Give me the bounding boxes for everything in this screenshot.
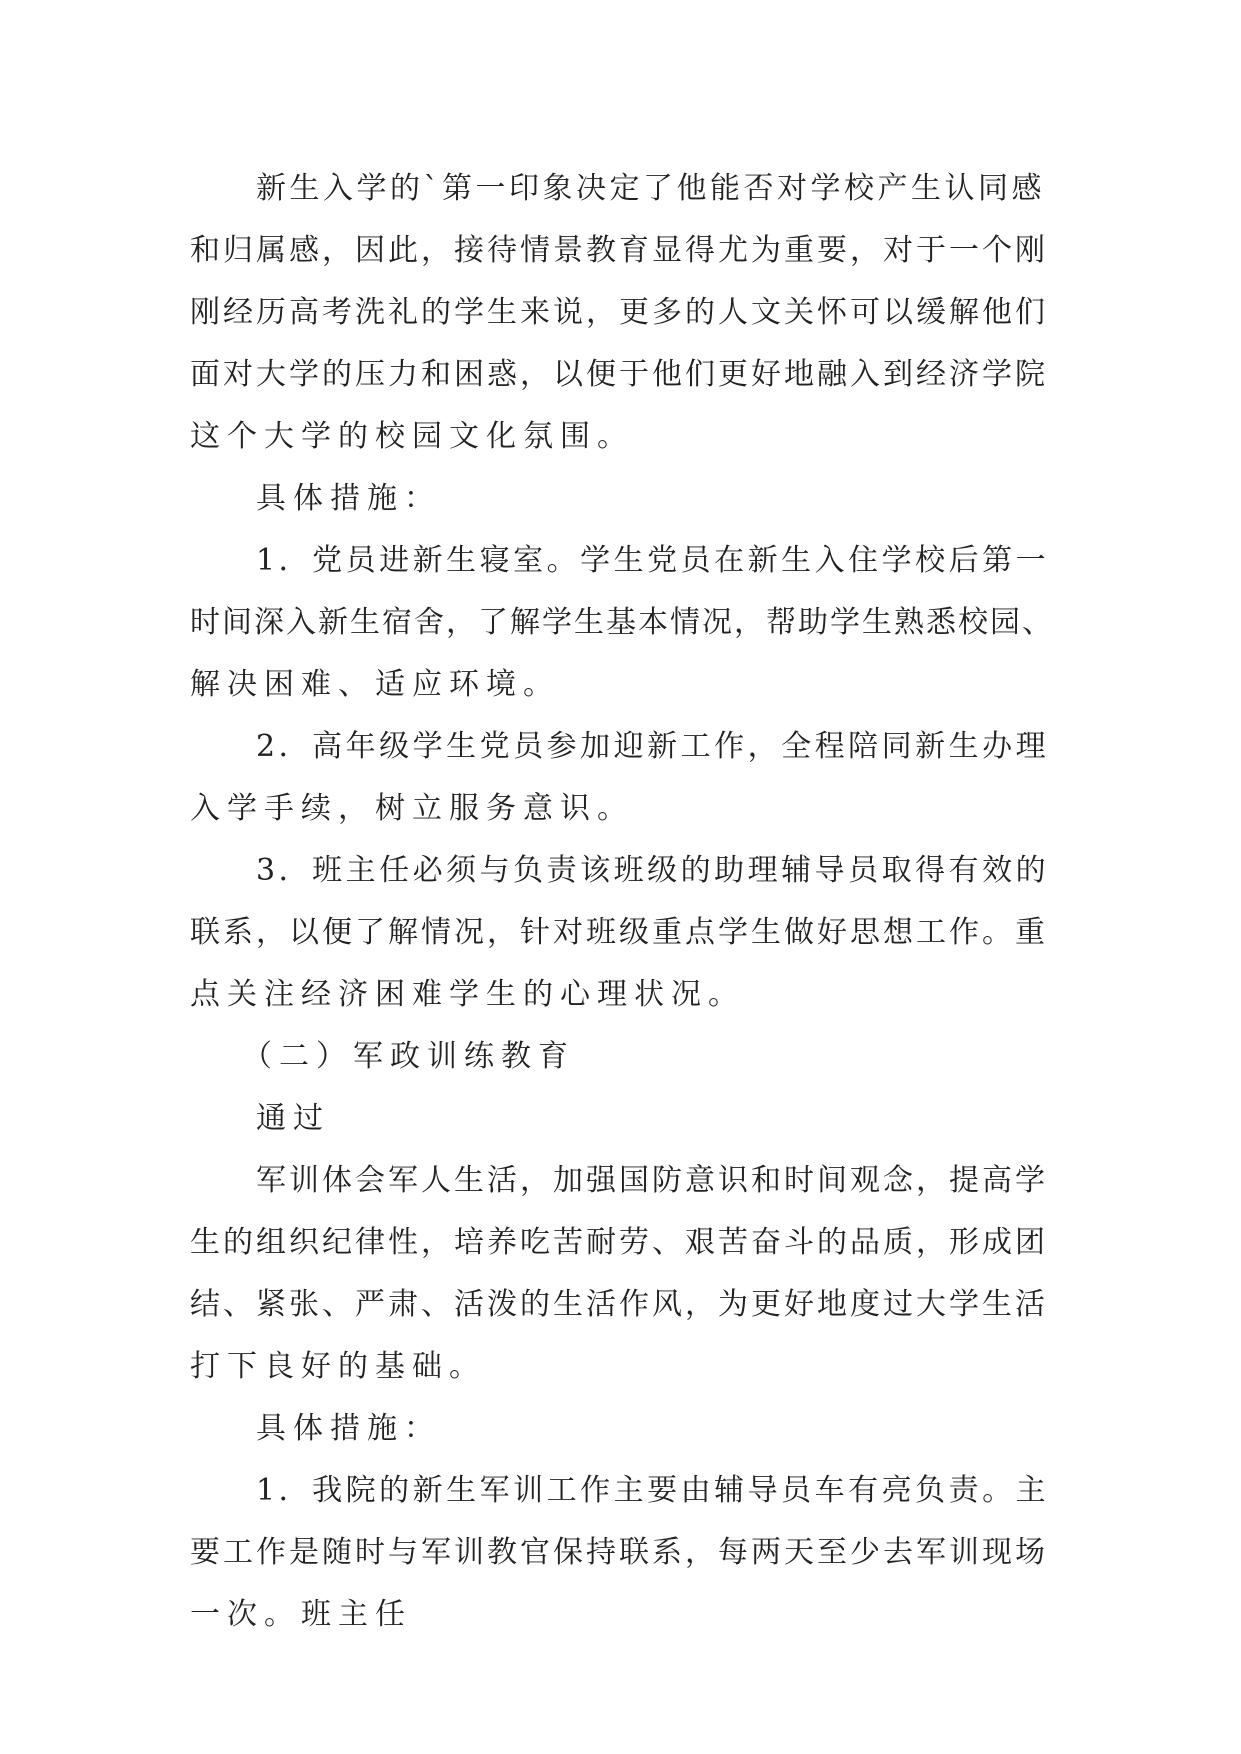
text-line: 联系，以便了解情况，针对班级重点学生做好思想工作。重 [190, 915, 1048, 950]
text-line: 通过 [256, 1101, 330, 1136]
list-item-text: 1．党员进新生寝室。学生党员在新生入住学校后第一 [256, 543, 1050, 578]
text-line: 时间深入新生宿舍，了解学生基本情况，帮助学生熟悉校园、 [190, 605, 1054, 640]
text-line: 刚经历高考洗礼的学生来说，更多的人文关怀可以缓解他们 [190, 295, 1048, 330]
list-item-text: 2．高年级学生党员参加迎新工作，全程陪同新生办理 [256, 729, 1050, 764]
text-line: 一次。班主任 [190, 1597, 412, 1632]
text-line: 入学手续，树立服务意识。 [190, 791, 634, 826]
text-line: 打下良好的基础。 [190, 1349, 486, 1384]
text-line: 和归属感，因此，接待情景教育显得尤为重要，对于一个刚 [190, 233, 1048, 268]
section-heading: （二）军政训练教育 [242, 1039, 575, 1074]
text-line: 这个大学的校园文化氛围。 [190, 419, 634, 454]
section-label: 具体措施： [256, 1411, 441, 1446]
text-line: 点关注经济困难学生的心理状况。 [190, 977, 745, 1012]
text-line: 结、紧张、严肃、活泼的生活作风，为更好地度过大学生活 [190, 1287, 1048, 1322]
section-label: 具体措施： [256, 481, 441, 516]
list-item-text: 3．班主任必须与负责该班级的助理辅导员取得有效的 [256, 853, 1050, 888]
text-line: 解决困难、适应环境。 [190, 667, 560, 702]
list-item-text: 1．我院的新生军训工作主要由辅导员车有亮负责。主 [256, 1473, 1050, 1508]
text-line: 面对大学的压力和困惑，以便于他们更好地融入到经济学院 [190, 357, 1048, 392]
text-line: 生的组织纪律性，培养吃苦耐劳、艰苦奋斗的品质，形成团 [190, 1225, 1048, 1260]
text-line: 军训体会军人生活，加强国防意识和时间观念，提高学 [256, 1163, 1048, 1198]
text-line: 要工作是随时与军训教官保持联系，每两天至少去军训现场 [190, 1535, 1048, 1570]
document-body [190, 158, 1056, 1646]
text-line: 新生入学的`第一印象决定了他能否对学校产生认同感 [256, 171, 1045, 206]
